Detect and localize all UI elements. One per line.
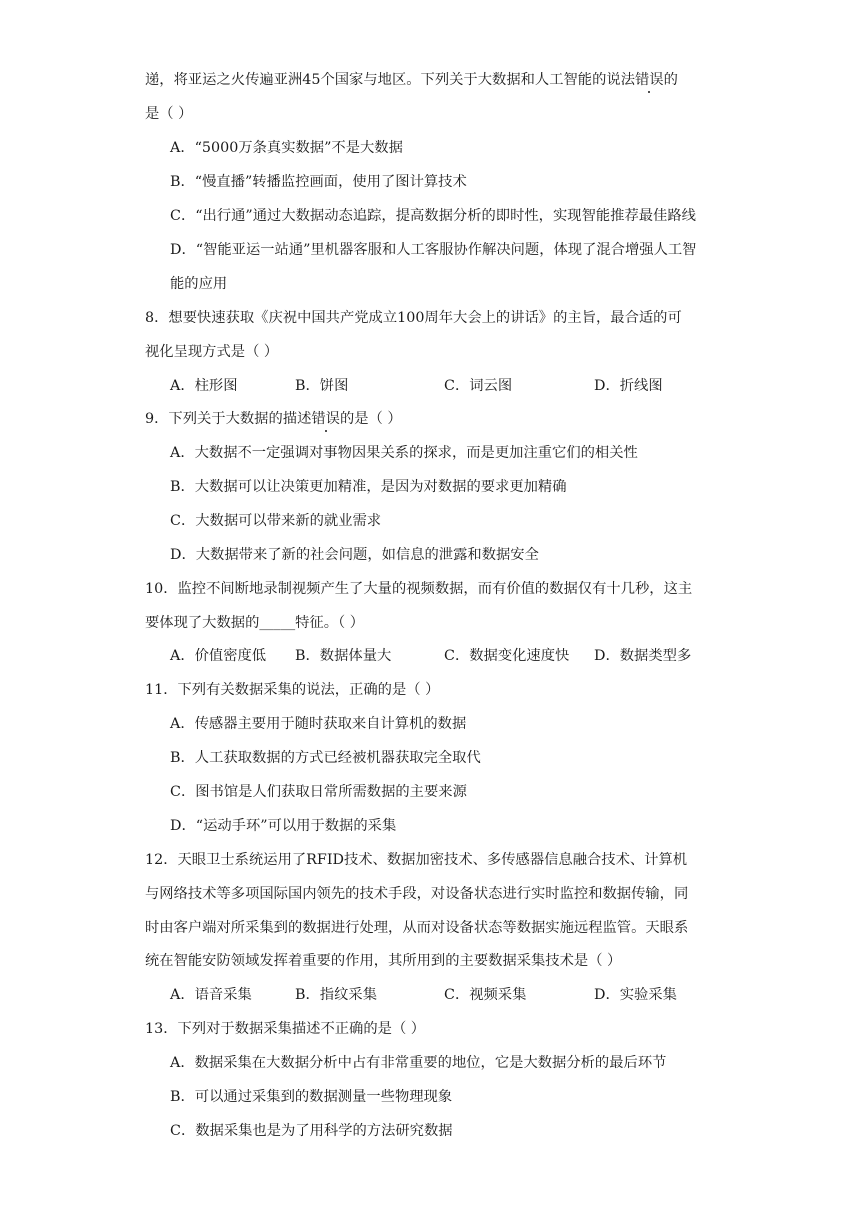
q7-option-d-cont: 能的应用	[170, 276, 228, 292]
q12-option-b: B．指纹采集	[295, 987, 377, 1003]
q7-option-b: B．“慢直播”转播监控画面，使用了图计算技术	[170, 174, 467, 190]
q11-stem: 11．下列有关数据采集的说法，正确的是（ ）	[145, 682, 440, 698]
q12-stem-line1: 12．天眼卫士系统运用了RFID技术、数据加密技术、多传感器信息融合技术、计算机	[145, 852, 688, 868]
q11-option-c: C．图书馆是人们获取日常所需数据的主要来源	[170, 784, 467, 800]
q11-option-a: A．传感器主要用于随时获取来自计算机的数据	[170, 716, 467, 732]
q12-option-a: A．语音采集	[170, 987, 252, 1003]
q9-stem-text: 9．下列关于大数据的描述	[145, 411, 312, 427]
q9-option-b: B．大数据可以让决策更加精准，是因为对数据的要求更加精确	[170, 479, 567, 495]
q10-option-d: D．数据类型多	[594, 648, 692, 664]
q8-option-b: B．饼图	[295, 378, 349, 394]
q7-stem-line1	[145, 70, 678, 90]
q9-option-a: A．大数据不一定强调对事物因果关系的探求，而是更加注重它们的相关性	[170, 445, 638, 461]
q12-option-d: D．实验采集	[594, 987, 677, 1003]
q9-emphasis-text: 错误	[311, 411, 340, 427]
q11-option-d: D．“运动手环”可以用于数据的采集	[170, 818, 397, 834]
q7-option-d: D．“智能亚运一站通”里机器客服和人工客服协作解决问题，体现了混合增强人工智	[170, 242, 697, 258]
q13-option-c: C．数据采集也是为了用科学的方法研究数据	[170, 1123, 453, 1139]
q12-stem-line4: 统在智能安防领域发挥着重要的作用，其所用到的主要数据采集技术是（ ）	[145, 953, 622, 969]
q7-stem-tail: 的	[663, 72, 678, 88]
q7-stem-line2: 是（ ）	[145, 106, 193, 122]
q10-option-b: B．数据体量大	[295, 648, 392, 664]
q10-stem-line2: 要体现了大数据的_____特征。（ ）	[145, 615, 364, 631]
q11-option-b: B．人工获取数据的方式已经被机器获取完全取代	[170, 750, 481, 766]
q9-option-c: C．大数据可以带来新的就业需求	[170, 513, 382, 529]
q10-stem-line1: 10．监控不间断地录制视频产生了大量的视频数据，而有价值的数据仅有十几秒，这主	[145, 581, 693, 597]
q8-stem-line1: 8．想要快速获取《庆祝中国共产党成立100周年大会上的讲话》的主旨，最合适的可	[145, 310, 682, 326]
q13-option-b: B．可以通过采集到的数据测量一些物理现象	[170, 1089, 453, 1105]
q13-option-a: A．数据采集在大数据分析中占有非常重要的地位，它是大数据分析的最后环节	[170, 1055, 667, 1071]
q8-option-a: A．柱形图	[170, 378, 238, 394]
q7-emphasis-text: 错误	[635, 72, 664, 88]
q9-stem	[145, 409, 402, 429]
q8-option-d: D．折线图	[594, 378, 663, 394]
q7-option-a: A．“5000万条真实数据”不是大数据	[170, 140, 403, 156]
q9-option-d: D．大数据带来了新的社会问题，如信息的泄露和数据安全	[170, 547, 539, 563]
q7-option-c: C．“出行通”通过大数据动态追踪，提高数据分析的即时性，实现智能推荐最佳路线	[170, 208, 696, 224]
q9-stem-tail: 的是（ ）	[339, 411, 402, 427]
q8-option-c: C．词云图	[444, 378, 513, 394]
q13-stem: 13．下列对于数据采集描述不正确的是（ ）	[145, 1021, 426, 1037]
q12-stem-line3: 时由客户端对所采集到的数据进行处理，从而对设备状态等数据实施远程监管。天眼系	[145, 920, 689, 936]
q12-option-c: C．视频采集	[444, 987, 527, 1003]
q7-stem-text: 递，将亚运之火传遍亚洲45个国家与地区。下列关于大数据和人工智能的说法	[145, 72, 635, 88]
q12-stem-line2: 与网络技术等多项国际国内领先的技术手段，对设备状态进行实时监控和数据传输，同	[145, 886, 689, 902]
q10-option-c: C．数据变化速度快	[444, 648, 570, 664]
q8-stem-line2: 视化呈现方式是（ ）	[145, 344, 279, 360]
q10-option-a: A．价值密度低	[170, 648, 267, 664]
